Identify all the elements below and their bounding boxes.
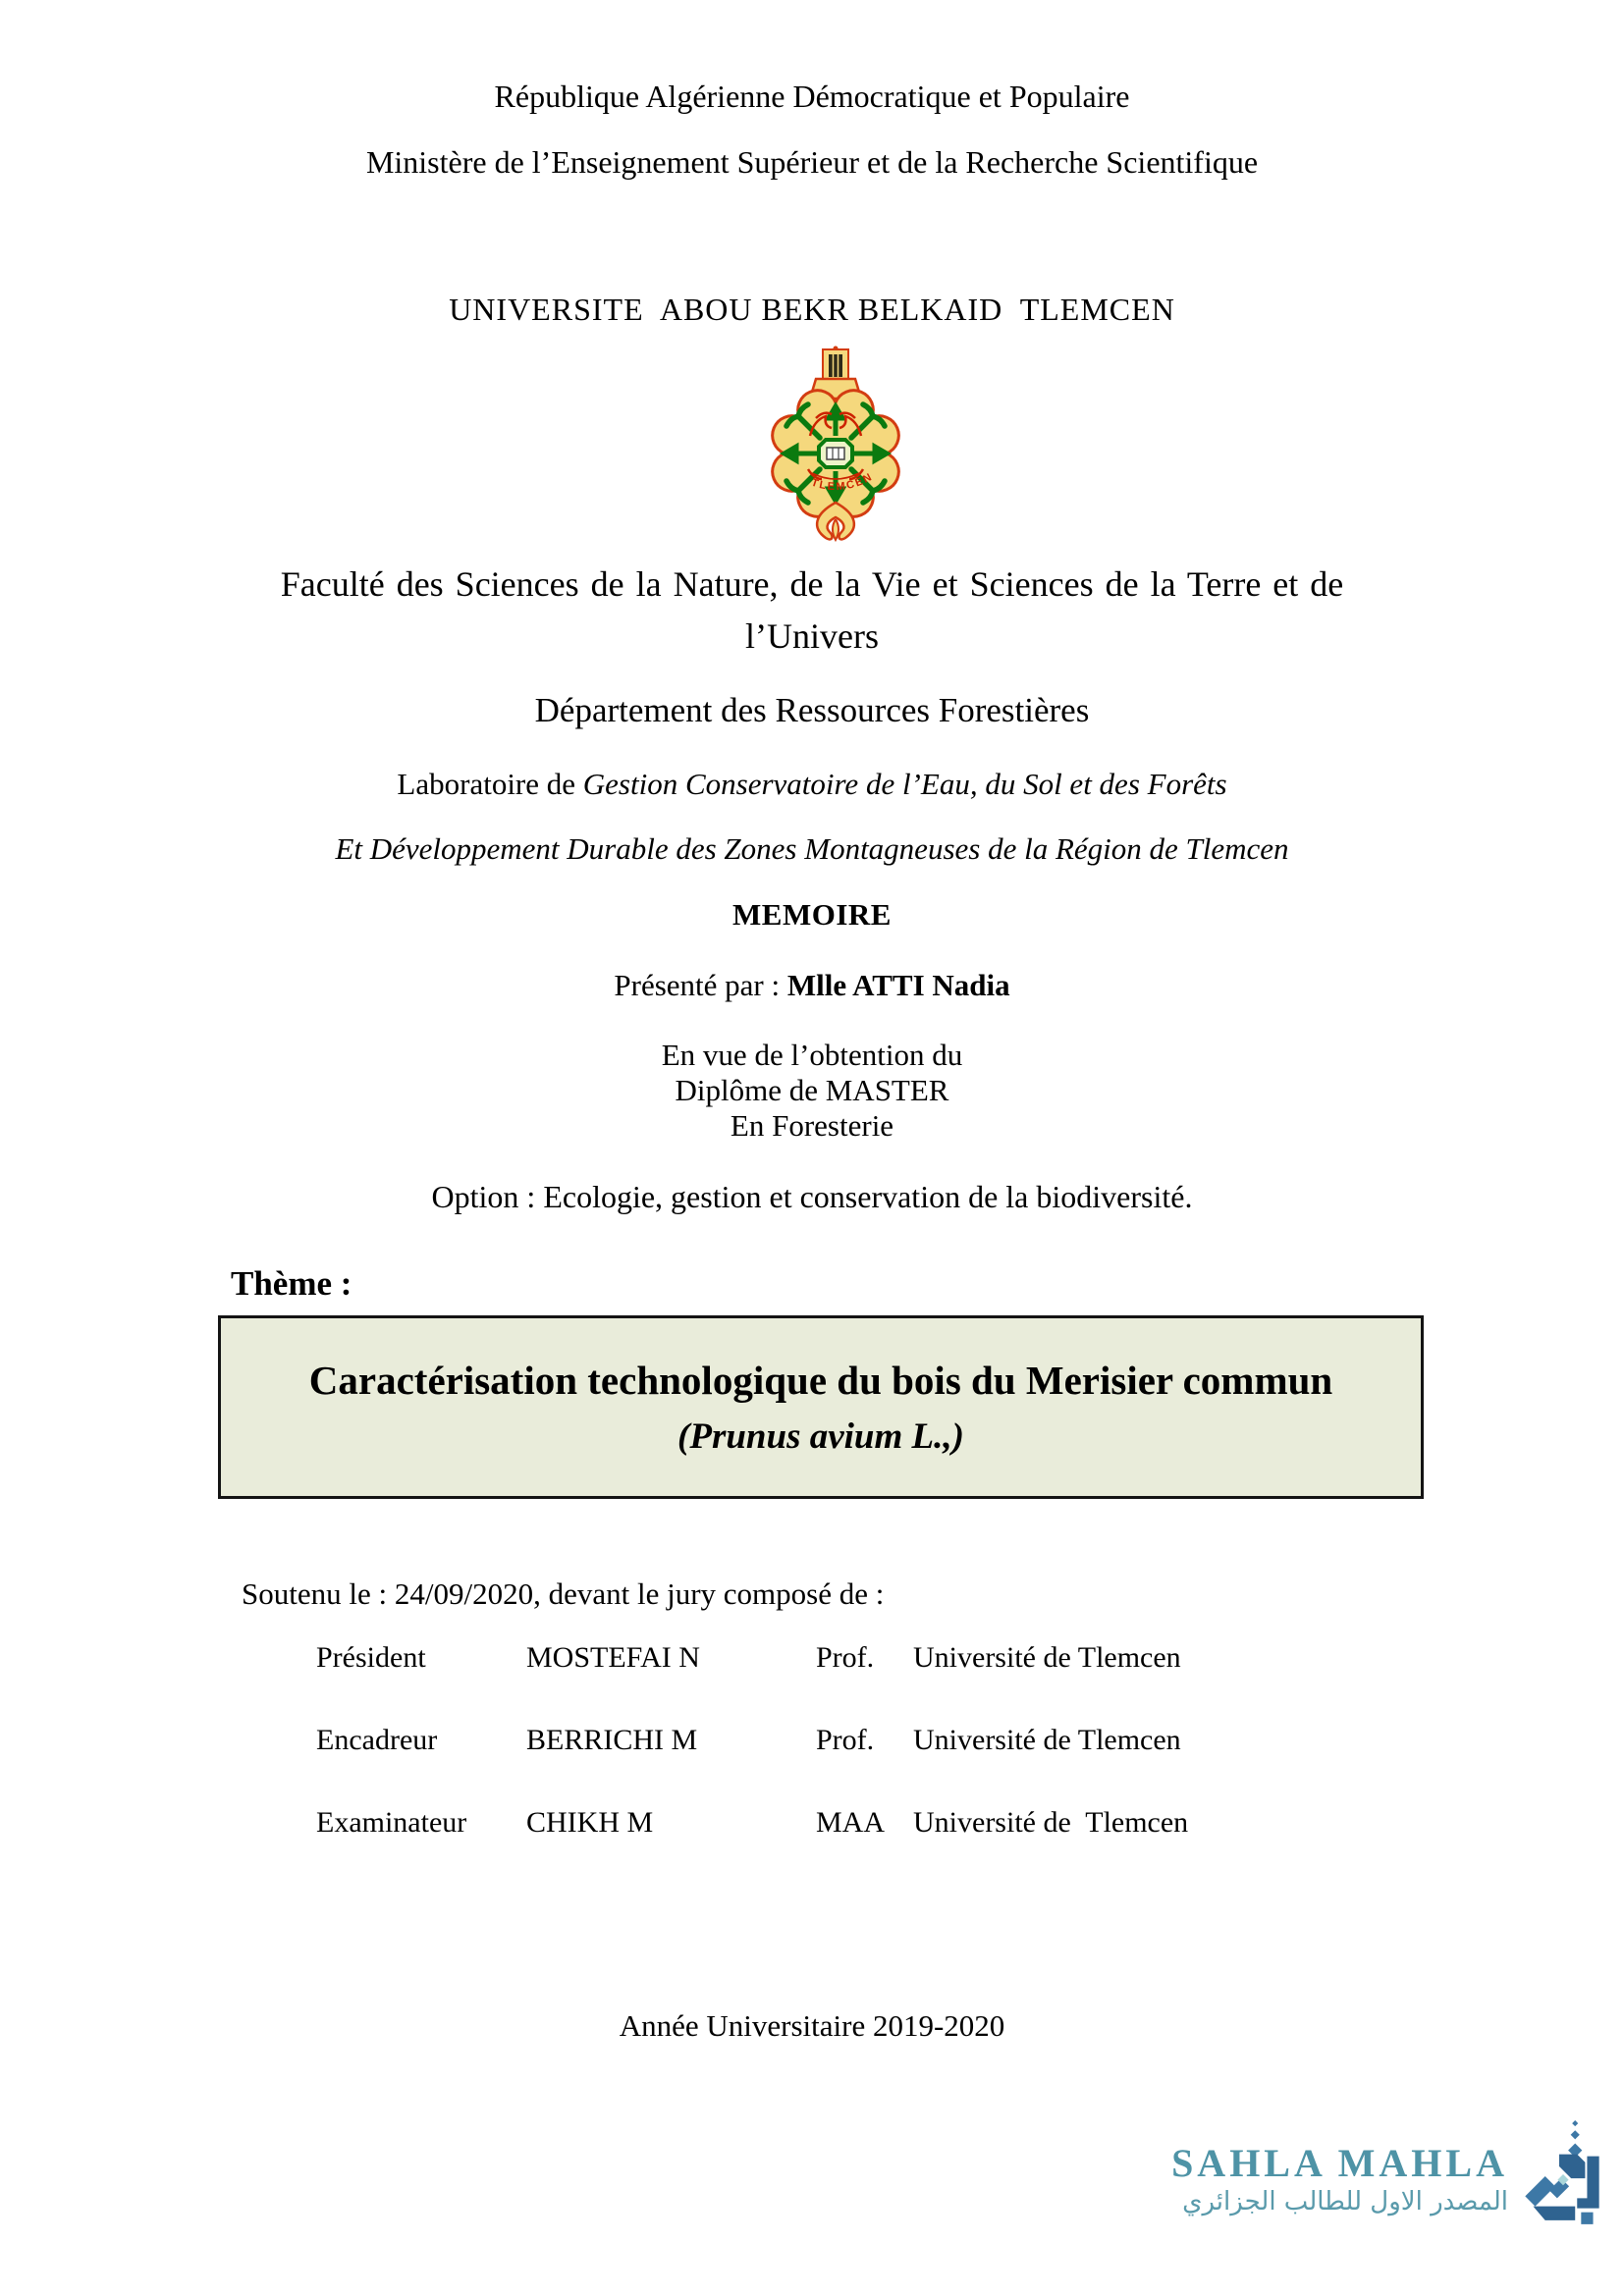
jury-role: Examinateur	[316, 1806, 467, 1839]
jury-affiliation: Université de Tlemcen	[913, 1641, 1181, 1674]
laboratory-line2: Et Développement Durable des Zones Montagneuses de la Région de Tlemcen	[335, 831, 1289, 866]
university-emblem-icon	[751, 346, 921, 542]
author-name: Mlle ATTI Nadia	[786, 968, 1010, 1002]
university-name: UNIVERSITE ABOU BEKR BELKAID TLEMCEN	[449, 292, 1175, 327]
presented-by-prefix: Présenté par :	[614, 968, 787, 1002]
jury-grade: MAA	[816, 1806, 886, 1839]
jury-row	[316, 1641, 1188, 1675]
laboratory-prefix: Laboratoire de	[397, 767, 583, 801]
jury-row	[316, 1806, 1188, 1840]
jury-grade: Prof.	[816, 1641, 875, 1674]
sahla-mahla-calligraphy-icon	[1518, 2118, 1608, 2230]
degree-line1: En vue de l’obtention du	[661, 1038, 963, 1072]
presented-by-line	[0, 968, 1624, 1003]
theme-label: Thème :	[231, 1264, 352, 1303]
faculty-name-line2: l’Univers	[745, 616, 879, 656]
department-name: Département des Ressources Forestières	[534, 691, 1090, 729]
jury-role: Président	[316, 1641, 426, 1674]
defense-intro-line: Soutenu le : 24/09/2020, devant le jury composé de :	[242, 1576, 885, 1611]
laboratory-line	[0, 767, 1624, 802]
memoire-label: MEMOIRE	[732, 897, 892, 932]
emblem-city-label: TLEMCEN	[809, 470, 876, 494]
degree-line3: En Foresterie	[730, 1108, 894, 1143]
jury-grade: Prof.	[816, 1724, 875, 1756]
degree-block	[0, 1038, 1624, 1144]
faculty-name-line1: Faculté des Sciences de la Nature, de la Vie et Sciences de la Terre et de	[280, 564, 1344, 604]
thesis-title: Caractérisation technologique du bois du Merisier commun	[308, 1358, 1333, 1403]
jury-name: CHIKH M	[526, 1806, 654, 1839]
sahla-mahla-branding	[1171, 2118, 1608, 2230]
brand-tagline-arabic: المصدر الاول للطالب الجزائري	[1182, 2187, 1508, 2216]
ministry-line: Ministère de l’Enseignement Supérieur et de la Recherche Scientifique	[365, 144, 1259, 180]
jury-name: MOSTEFAI N	[526, 1641, 700, 1674]
jury-table	[316, 1641, 1188, 1889]
thesis-title-box	[218, 1315, 1424, 1499]
jury-affiliation: Université de Tlemcen	[913, 1806, 1189, 1839]
degree-line2: Diplôme de MASTER	[675, 1073, 949, 1107]
option-line: Option : Ecologie, gestion et conservation de la biodiversité.	[431, 1179, 1193, 1214]
brand-text-block	[1171, 2118, 1508, 2217]
jury-affiliation: Université de Tlemcen	[913, 1724, 1181, 1756]
laboratory-name: Gestion Conservatoire de l’Eau, du Sol et des Forêts	[582, 767, 1227, 801]
jury-name: BERRICHI M	[526, 1724, 698, 1756]
thesis-species-subtitle: (Prunus avium L.,)	[677, 1416, 964, 1457]
brand-name: SAHLA MAHLA	[1171, 2141, 1508, 2185]
jury-role: Encadreur	[316, 1724, 438, 1756]
republic-line: République Algérienne Démocratique et Populaire	[494, 79, 1130, 114]
jury-row	[316, 1724, 1188, 1757]
university-emblem-logo	[751, 346, 921, 542]
academic-year-line: Année Universitaire 2019-2020	[619, 2008, 1005, 2043]
